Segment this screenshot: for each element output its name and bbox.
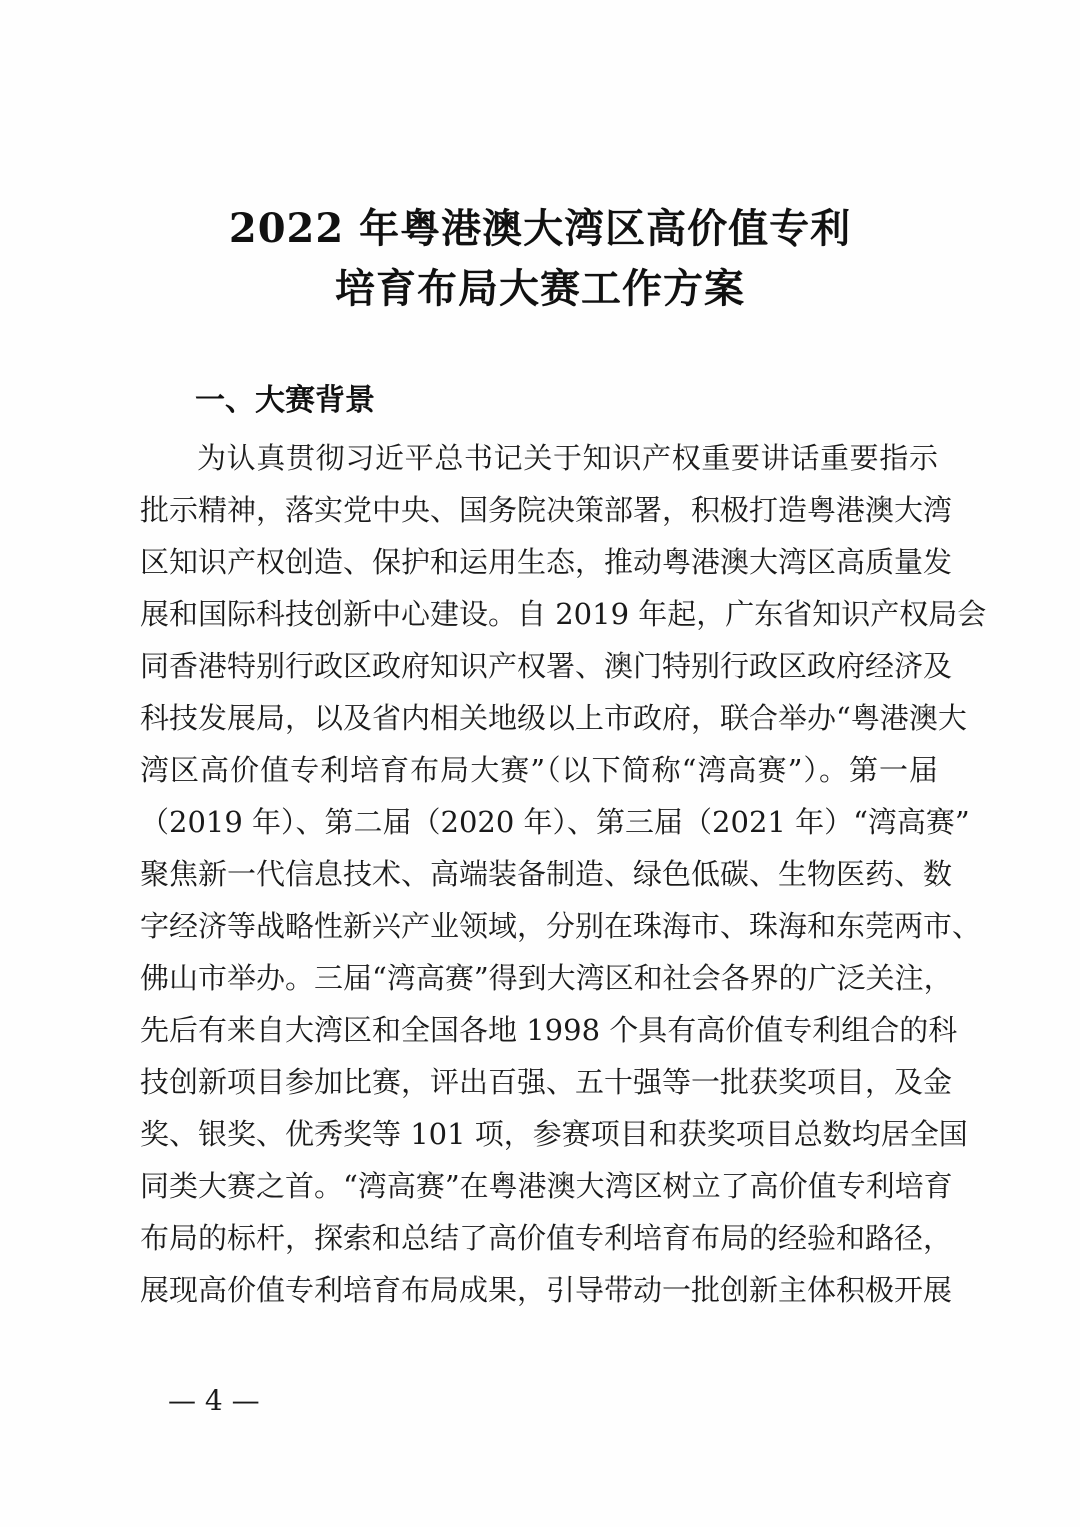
body-line: 同香港特别行政区政府知识产权署、澳门特别行政区政府经济及 xyxy=(140,649,953,683)
body-line: 为认真贯彻习近平总书记关于知识产权重要讲话重要指示 xyxy=(197,441,938,475)
body-line: 同类大赛之首。“湾高赛”在粤港澳大湾区树立了高价值专利培育 xyxy=(140,1169,953,1203)
body-line: 批示精神，落实党中央、国务院决策部署，积极打造粤港澳大湾 xyxy=(140,493,953,527)
section-heading: 一、大赛背景 xyxy=(195,383,375,418)
body-line: 湾区高价值专利培育布局大赛”（以下简称“湾高赛”）。第一届 xyxy=(140,753,938,787)
body-line: （2019 年）、第二届（2020 年）、第三届（2021 年）“湾高赛” xyxy=(140,805,970,839)
body-line: 展和国际科技创新中心建设。自 2019 年起，广东省知识产权局会 xyxy=(140,597,987,631)
body-line: 展现高价值专利培育布局成果，引导带动一批创新主体积极开展 xyxy=(140,1273,953,1307)
body-line: 区知识产权创造、保护和运用生态，推动粤港澳大湾区高质量发 xyxy=(140,545,953,579)
document-title-line-1: 2022 年粤港澳大湾区高价值专利 xyxy=(228,205,852,252)
body-line: 布局的标杆，探索和总结了高价值专利培育布局的经验和路径， xyxy=(140,1221,953,1255)
body-line: 奖、银奖、优秀奖等 101 项，参赛项目和获奖项目总数均居全国 xyxy=(140,1117,968,1151)
body-line: 佛山市举办。三届“湾高赛”得到大湾区和社会各界的广泛关注， xyxy=(140,961,953,995)
body-line: 聚焦新一代信息技术、高端装备制造、绿色低碳、生物医药、数 xyxy=(140,857,953,891)
body-line: 字经济等战略性新兴产业领域，分别在珠海市、珠海和东莞两市、 xyxy=(140,909,982,943)
document-title-line-2: 培育布局大赛工作方案 xyxy=(335,265,745,312)
body-line: 科技发展局，以及省内相关地级以上市政府，联合举办“粤港澳大 xyxy=(140,701,967,735)
page-number: — 4 — xyxy=(168,1384,260,1417)
body-line: 先后有来自大湾区和全国各地 1998 个具有高价值专利组合的科 xyxy=(140,1013,958,1047)
body-line: 技创新项目参加比赛，评出百强、五十强等一批获奖项目，及金 xyxy=(140,1065,953,1099)
